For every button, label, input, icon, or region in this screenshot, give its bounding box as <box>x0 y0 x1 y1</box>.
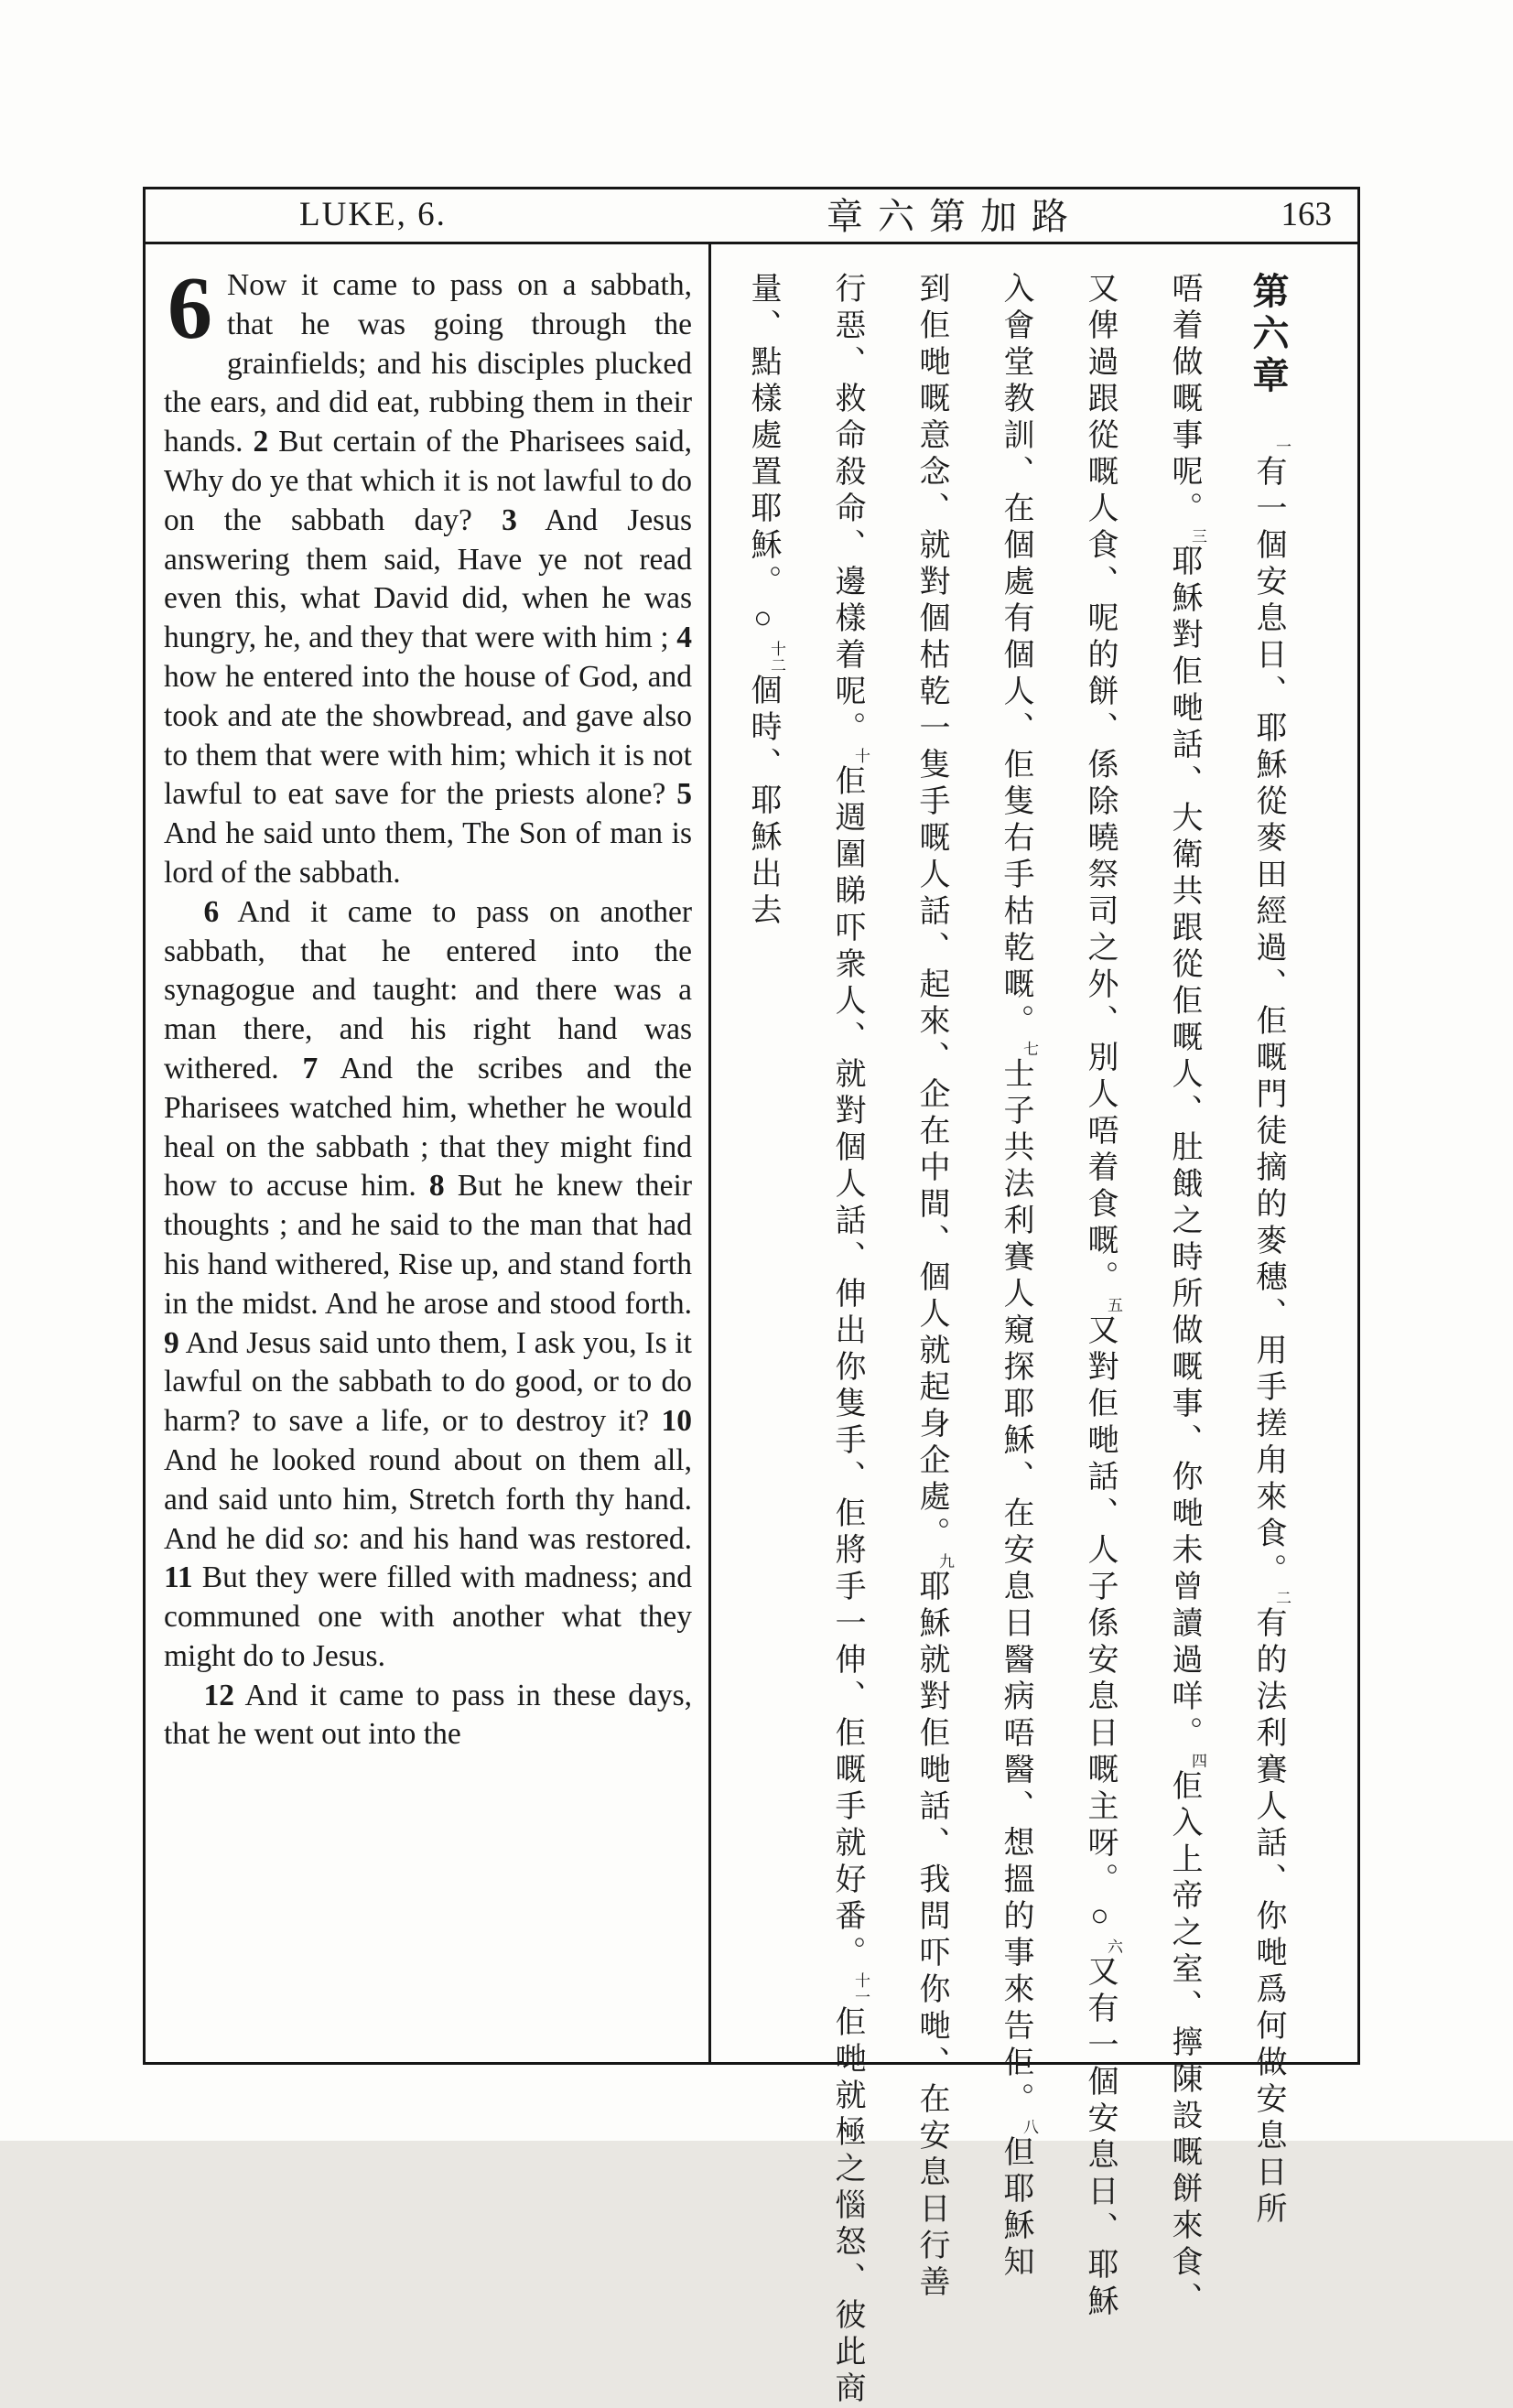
chinese-column: 又俾過跟從嘅人食、呢的餅、係除曉祭司之外、別人唔着食嘅。五又對佢哋話、人子係安息日嘅主呀。○六又有一個安息日、耶穌 <box>1083 272 1122 2321</box>
running-title-english: LUKE, 6. <box>299 195 447 233</box>
running-title-chinese: 章六第加路 <box>827 195 1083 237</box>
verse-marker: 十二 <box>768 641 785 674</box>
verse-marker: 七 <box>1021 1041 1038 1057</box>
english-paragraph: 6 And it came to pass on another sabbath, that he entered into the synagogue and taught: and there was a man there, and his right hand was withered. 7 And the scribes and the Pharisees watched him, whether he would heal on the sabbath ; that they might find how to accuse him. 8 But he knew their thoughts ; and he said to the man that had his hand withered, Rise up, and stand forth in the midst. And he arose and stood forth. 9 And Jesus said unto them, I ask you, Is it lawful on the sabbath to do good, or to do harm? to save a life, or to destroy it? 10 And he looked round about on them all, and said unto him, Stretch forth thy hand. And he did so: and his hand was restored. 11 But they were filled with madness; and communed one with another what they might do to Jesus. <box>164 894 693 1673</box>
verse-marker: 二 <box>1273 1590 1291 1606</box>
english-paragraph: 12 And it came to pass in these days, that he went out into the <box>164 1678 692 1752</box>
verse-marker: 八 <box>1021 2119 1038 2135</box>
verse-marker: 四 <box>1189 1753 1206 1769</box>
verse-number: 10 <box>661 1404 692 1439</box>
page-body <box>146 244 1357 2408</box>
chinese-column: 到佢哋嘅意念、就對個枯乾一隻手嘅人話、起來、企在中間、個人就起身企處。九耶穌就對佢哋話、我問吓你哋、在安息日行善 <box>914 272 954 2302</box>
verse-marker: 三 <box>1189 528 1206 545</box>
verse-number: 4 <box>676 621 692 655</box>
chinese-column: 唔着做嘅事呢。三耶穌對佢哋話、大衛共跟從佢嘅人、肚餓之時所做嘅事、你哋未曾讀過咩。四佢入上帝之室、擰陳設嘅餅來食、 <box>1167 272 1206 2318</box>
chinese-column: 入會堂教訓、在個處有個人、佢隻右手枯乾嘅。七士子共法利賽人窺探耶穌、在安息日醫病唔醫、想搵的事來告佢。八但耶穌知 <box>999 272 1038 2282</box>
verse-marker: 十一 <box>852 1972 870 2005</box>
verse-marker: 六 <box>1105 1938 1122 1955</box>
verse-marker: 九 <box>936 1553 954 1570</box>
page-frame <box>143 187 1360 2408</box>
verse-number: 6 <box>203 894 220 929</box>
page-number: 163 <box>1281 195 1332 233</box>
verse-number: 5 <box>676 777 692 812</box>
english-text-column <box>146 244 708 2062</box>
italic-word: so <box>313 1521 341 1556</box>
verse-number: 7 <box>302 1051 319 1085</box>
chinese-column: 行惡、救命殺命、邊樣着呢。十佢週圍睇吓衆人、就對個人話、伸出你隻手、佢將手一伸、佢嘅手就好番。十一佢哋就極之惱怒、彼此商 <box>830 272 870 2408</box>
chinese-column: 第六章一有一個安息日、耶穌從麥田經過、佢嘅門徒摘的麥穗、用手搓甪來食。二有的法利賽人話、你哋爲何做安息日所 <box>1248 272 1291 2229</box>
chinese-vertical-text-block <box>720 272 1310 2408</box>
verse-number: 12 <box>203 1678 235 1712</box>
chinese-column: 量、點樣處置耶穌。○十二個時、耶穌出去 <box>746 272 785 930</box>
page-header <box>146 189 1357 244</box>
chapter-heading: 第六章 <box>1248 272 1289 398</box>
chinese-text-column <box>708 244 1357 2408</box>
english-paragraph: 6 Now it came to pass on a sabbath, that he was going through the grainfields; and his disciples plucked the ears, and did eat, rubbing them in their hands. 2 But certain of the Pharisees said, Why do ye that which it is not lawful to do on the sabbath day? 3 And Jesus answering them said, Have ye not read even this, what David did, when he was hungry, he, and they that were with him ; 4 how he entered into the house of God, and took and ate the showbread, and gave also to them that were with him; which it is not lawful to eat save for the priests alone? 5 And he said unto them, The Son of man is lord of the sabbath. <box>164 259 693 890</box>
verse-number: 8 <box>428 1169 445 1204</box>
verse-marker: 一 <box>1273 438 1291 455</box>
chapter-number-dropcap: 6 <box>168 259 212 358</box>
verse-number: 11 <box>164 1560 193 1595</box>
verse-number: 3 <box>502 502 517 537</box>
verse-number: 2 <box>253 425 269 459</box>
verse-number: 9 <box>164 1325 179 1360</box>
verse-marker: 五 <box>1105 1297 1122 1313</box>
verse-marker: 十 <box>852 748 870 764</box>
